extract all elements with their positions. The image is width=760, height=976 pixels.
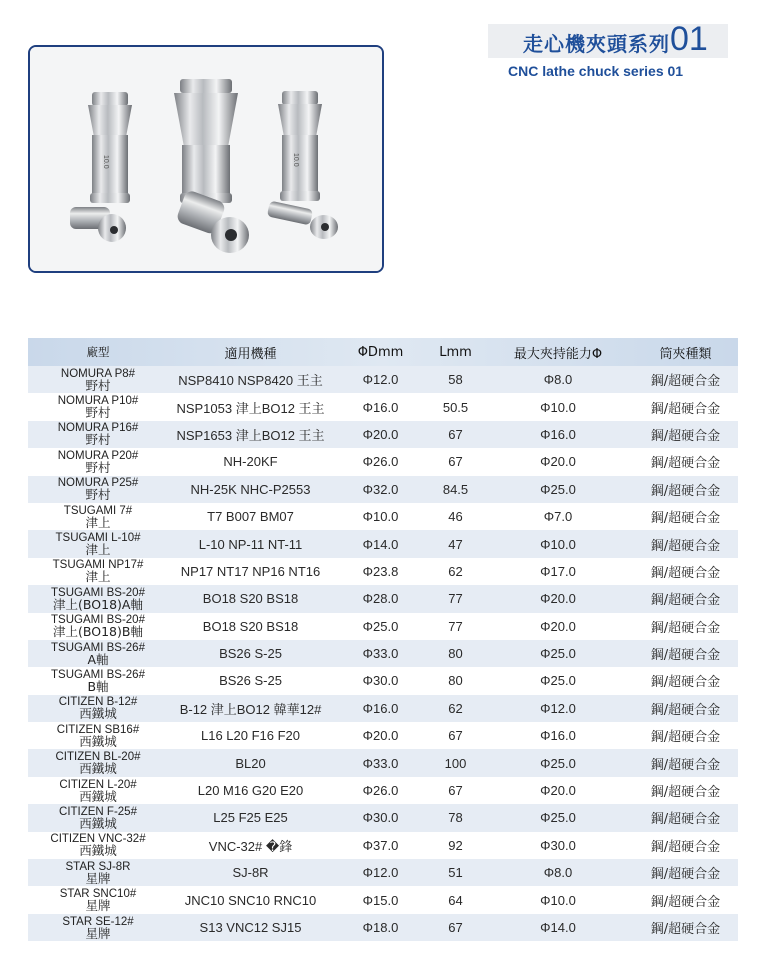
- max-clamp-cell: Φ16.0: [540, 426, 576, 442]
- length-cell: 62: [448, 700, 463, 716]
- table-row: [28, 476, 738, 503]
- engraving-left: 10.0: [102, 155, 109, 169]
- type-cell: 鋼/超硬合金: [650, 374, 721, 390]
- max-clamp-cell: Φ14.0: [540, 920, 576, 935]
- model-cell: [28, 779, 168, 803]
- table-row: [28, 530, 738, 557]
- max-clamp-cell: Φ25.0: [540, 673, 576, 689]
- diameter-cell: Φ16.0: [362, 700, 399, 716]
- machine-cell: SJ-8R: [232, 865, 269, 881]
- model-name-cn: 星牌: [85, 870, 111, 886]
- model-cell: [28, 669, 168, 693]
- machine-cell: S13 VNC12 SJ15: [199, 920, 302, 935]
- table-row: [28, 804, 738, 831]
- engraving-right: 10.0: [292, 153, 299, 167]
- col-header-length: Lmm: [439, 344, 472, 360]
- max-clamp-cell: Φ20.0: [540, 454, 576, 470]
- machine-cell: BS26 S-25: [219, 646, 282, 662]
- col-header-type: 筒夾種類: [659, 346, 712, 362]
- collet-illustration: [30, 47, 382, 271]
- model-name-en: TSUGAMI BS-20#: [51, 586, 145, 599]
- collet-center: [174, 79, 238, 203]
- model-cell: [28, 450, 168, 474]
- table-row: [28, 366, 738, 393]
- length-cell: 58: [448, 372, 463, 388]
- table-header: [28, 338, 738, 366]
- length-cell: 64: [448, 892, 463, 908]
- model-name-cn: 西鐵城: [79, 843, 117, 859]
- max-clamp-cell: Φ25.0: [540, 810, 576, 826]
- machine-cell: BL20: [235, 755, 266, 771]
- type-cell: 鋼/超硬合金: [650, 812, 721, 828]
- max-clamp-cell: Φ25.0: [540, 481, 576, 497]
- model-name-cn: 津上(BO18)B軸: [53, 624, 143, 640]
- model-cell: [28, 724, 168, 748]
- length-cell: 67: [448, 920, 463, 935]
- model-name-cn: 野村: [85, 405, 111, 421]
- table-row: [28, 448, 738, 475]
- diameter-cell: Φ37.0: [362, 837, 399, 853]
- machine-cell: BO18 S20 BS18: [202, 591, 299, 607]
- model-cell: [28, 368, 168, 392]
- max-clamp-cell: Φ10.0: [540, 399, 576, 415]
- diameter-cell: Φ30.0: [362, 673, 399, 689]
- model-cell: [28, 395, 168, 419]
- table-row: [28, 777, 738, 804]
- type-cell: 鋼/超硬合金: [650, 456, 721, 472]
- model-cell: [28, 916, 168, 940]
- machine-cell: BO18 S20 BS18: [202, 618, 299, 634]
- diameter-cell: Φ26.0: [362, 783, 399, 799]
- model-name-cn: 野村: [85, 487, 111, 503]
- model-cell: [28, 559, 168, 583]
- model-name-cn: B軸: [87, 678, 109, 694]
- type-cell: 鋼/超硬合金: [650, 428, 721, 444]
- model-cell: [28, 806, 168, 830]
- model-name-cn: 津上: [85, 542, 111, 558]
- length-cell: 62: [448, 563, 463, 579]
- length-cell: 51: [448, 865, 463, 881]
- machine-cell: NH-25K NHC-P2553: [190, 481, 311, 497]
- max-clamp-cell: Φ20.0: [540, 783, 576, 799]
- model-name-en: TSUGAMI BS-20#: [51, 614, 145, 627]
- diameter-cell: Φ10.0: [362, 509, 399, 525]
- table-row: [28, 695, 738, 722]
- model-name-en: CITIZEN BL-20#: [55, 751, 141, 764]
- diameter-cell: Φ23.8: [362, 563, 399, 579]
- max-clamp-cell: Φ12.0: [540, 700, 576, 716]
- diameter-cell: Φ33.0: [362, 646, 399, 662]
- length-cell: 46: [448, 509, 463, 525]
- max-clamp-cell: Φ17.0: [540, 563, 576, 579]
- table-row: [28, 749, 738, 776]
- table-row: [28, 640, 738, 667]
- machine-cell: B-12 津上BO12 韓華12#: [179, 701, 322, 717]
- diameter-cell: Φ25.0: [362, 618, 399, 634]
- table-row: [28, 859, 738, 886]
- model-cell: [28, 642, 168, 666]
- model-name-en: STAR SE-12#: [62, 915, 134, 928]
- model-name-cn: 津上: [85, 514, 111, 530]
- model-name-en: CITIZEN F-25#: [59, 805, 137, 818]
- type-cell: 鋼/超硬合金: [650, 593, 721, 609]
- model-name-cn: 西鐵城: [79, 733, 117, 749]
- model-name-en: NOMURA P10#: [57, 395, 139, 408]
- diameter-cell: Φ15.0: [362, 892, 399, 908]
- model-cell: [28, 422, 168, 446]
- diameter-cell: Φ18.0: [362, 920, 399, 935]
- length-cell: 67: [448, 783, 463, 799]
- diameter-cell: Φ28.0: [362, 591, 399, 607]
- diameter-cell: Φ30.0: [362, 810, 399, 826]
- type-cell: 鋼/超硬合金: [650, 648, 721, 664]
- max-clamp-cell: Φ30.0: [540, 837, 576, 853]
- table-row: [28, 585, 738, 612]
- table-row: [28, 613, 738, 640]
- table-row: [28, 914, 738, 941]
- diameter-cell: Φ33.0: [362, 755, 399, 771]
- model-name-en: TSUGAMI NP17#: [52, 559, 144, 572]
- page-title-en: CNC lathe chuck series 01: [508, 63, 684, 79]
- diameter-cell: Φ20.0: [362, 728, 399, 744]
- machine-cell: L16 L20 F16 F20: [200, 728, 301, 744]
- machine-cell: NP17 NT17 NP16 NT16: [180, 563, 321, 579]
- table-body: [28, 366, 738, 941]
- type-cell: 鋼/超硬合金: [650, 730, 721, 746]
- model-name-cn: 野村: [85, 459, 111, 475]
- machine-cell: L-10 NP-11 NT-11: [198, 536, 303, 552]
- spec-table: [28, 338, 738, 941]
- model-name-cn: 星牌: [85, 898, 111, 914]
- col-header-diameter: ΦDmm: [357, 344, 404, 360]
- type-cell: 鋼/超硬合金: [650, 511, 721, 527]
- machine-cell: NH-20KF: [223, 454, 278, 470]
- length-cell: 84.5: [442, 481, 469, 497]
- table-row: [28, 503, 738, 530]
- length-cell: 77: [448, 618, 463, 634]
- model-cell: [28, 587, 168, 611]
- machine-cell: NSP8410 NSP8420 王主: [178, 373, 323, 389]
- type-cell: 鋼/超硬合金: [650, 785, 721, 801]
- model-cell: [28, 696, 168, 720]
- model-name-cn: 西鐵城: [79, 815, 117, 831]
- model-name-en: TSUGAMI L-10#: [55, 532, 141, 545]
- model-name-en: CITIZEN SB16#: [56, 723, 140, 736]
- page-title-cn: 走心機夾頭系列: [523, 32, 670, 56]
- type-cell: 鋼/超硬合金: [650, 702, 721, 718]
- model-name-en: TSUGAMI BS-26#: [51, 641, 145, 654]
- length-cell: 92: [448, 837, 463, 853]
- model-name-en: CITIZEN B-12#: [58, 696, 138, 709]
- type-cell: 鋼/超硬合金: [650, 922, 721, 937]
- table-row: [28, 667, 738, 694]
- length-cell: 78: [448, 810, 463, 826]
- table-row: [28, 722, 738, 749]
- model-name-en: TSUGAMI 7#: [63, 504, 133, 517]
- machine-cell: T7 B007 BM07: [207, 509, 294, 525]
- type-cell: 鋼/超硬合金: [650, 620, 721, 636]
- max-clamp-cell: Φ20.0: [540, 618, 576, 634]
- length-cell: 67: [448, 728, 463, 744]
- table-row: [28, 393, 738, 420]
- length-cell: 67: [448, 454, 463, 470]
- length-cell: 80: [448, 673, 463, 689]
- diameter-cell: Φ12.0: [362, 372, 399, 388]
- type-cell: 鋼/超硬合金: [650, 867, 721, 883]
- model-name-cn: 星牌: [85, 925, 111, 941]
- model-name-en: STAR SJ-8R: [65, 860, 131, 873]
- type-cell: 鋼/超硬合金: [650, 675, 721, 691]
- table-row: [28, 832, 738, 859]
- model-name-en: TSUGAMI BS-26#: [51, 668, 145, 681]
- model-cell: [28, 751, 168, 775]
- machine-cell: NSP1653 津上BO12 王主: [176, 427, 325, 443]
- model-name-en: NOMURA P20#: [57, 449, 139, 462]
- length-cell: 67: [448, 426, 463, 442]
- machine-cell: BS26 S-25: [219, 673, 282, 689]
- table-row: [28, 421, 738, 448]
- collet-left: [88, 92, 132, 203]
- length-cell: 77: [448, 591, 463, 607]
- type-cell: 鋼/超硬合金: [650, 839, 721, 855]
- model-cell: [28, 861, 168, 885]
- max-clamp-cell: Φ8.0: [543, 865, 573, 881]
- length-cell: 47: [448, 536, 463, 552]
- max-clamp-cell: Φ10.0: [540, 536, 576, 552]
- diameter-cell: Φ20.0: [362, 426, 399, 442]
- model-cell: [28, 833, 168, 857]
- machine-cell: L20 M16 G20 E20: [197, 783, 304, 799]
- model-name-en: STAR SNC10#: [59, 888, 137, 901]
- col-header-max-clamp: 最大夾持能力Φ: [513, 346, 603, 362]
- length-cell: 50.5: [442, 399, 469, 415]
- type-cell: 鋼/超硬合金: [650, 894, 721, 910]
- model-name-en: NOMURA P25#: [57, 477, 139, 490]
- diameter-cell: Φ12.0: [362, 865, 399, 881]
- model-name-cn: 津上(BO18)A軸: [53, 596, 143, 612]
- col-header-model: 廠型: [86, 345, 110, 359]
- diameter-cell: Φ26.0: [362, 454, 399, 470]
- model-cell: [28, 614, 168, 638]
- diameter-cell: Φ32.0: [362, 481, 399, 497]
- max-clamp-cell: Φ8.0: [543, 372, 573, 388]
- length-cell: 80: [448, 646, 463, 662]
- max-clamp-cell: Φ20.0: [540, 591, 576, 607]
- model-name-en: NOMURA P8#: [60, 367, 136, 380]
- model-name-en: NOMURA P16#: [57, 422, 139, 435]
- table-row: [28, 558, 738, 585]
- max-clamp-cell: Φ25.0: [540, 646, 576, 662]
- type-cell: 鋼/超硬合金: [650, 565, 721, 581]
- length-cell: 100: [444, 755, 467, 771]
- product-photo: [28, 45, 384, 273]
- page-title-number: 01: [670, 20, 708, 58]
- model-name-cn: 津上: [85, 569, 111, 585]
- model-name-cn: 野村: [85, 377, 111, 393]
- model-name-cn: 西鐵城: [79, 788, 117, 804]
- col-header-machine: 適用機種: [224, 346, 277, 362]
- machine-cell: NSP1053 津上BO12 王主: [176, 400, 325, 416]
- model-cell: [28, 505, 168, 529]
- model-cell: [28, 888, 168, 912]
- machine-cell: VNC-32# �鋒: [208, 838, 293, 854]
- max-clamp-cell: Φ7.0: [543, 509, 573, 525]
- machine-cell: L25 F25 E25: [213, 810, 288, 826]
- machine-cell: JNC10 SNC10 RNC10: [184, 892, 317, 908]
- model-name-cn: 野村: [85, 432, 111, 448]
- type-cell: 鋼/超硬合金: [650, 538, 721, 554]
- model-name-cn: A軸: [87, 651, 109, 667]
- collet-right: [278, 91, 322, 201]
- type-cell: 鋼/超硬合金: [650, 401, 721, 417]
- model-name-en: CITIZEN L-20#: [59, 778, 137, 791]
- model-name-cn: 西鐵城: [79, 706, 117, 722]
- model-name-en: CITIZEN VNC-32#: [50, 833, 146, 846]
- type-cell: 鋼/超硬合金: [650, 483, 721, 499]
- model-cell: [28, 477, 168, 501]
- max-clamp-cell: Φ25.0: [540, 755, 576, 771]
- diameter-cell: Φ16.0: [362, 399, 399, 415]
- model-cell: [28, 532, 168, 556]
- diameter-cell: Φ14.0: [362, 536, 399, 552]
- type-cell: 鋼/超硬合金: [650, 757, 721, 773]
- model-name-cn: 西鐵城: [79, 761, 117, 777]
- table-row: [28, 886, 738, 913]
- max-clamp-cell: Φ16.0: [540, 728, 576, 744]
- max-clamp-cell: Φ10.0: [540, 892, 576, 908]
